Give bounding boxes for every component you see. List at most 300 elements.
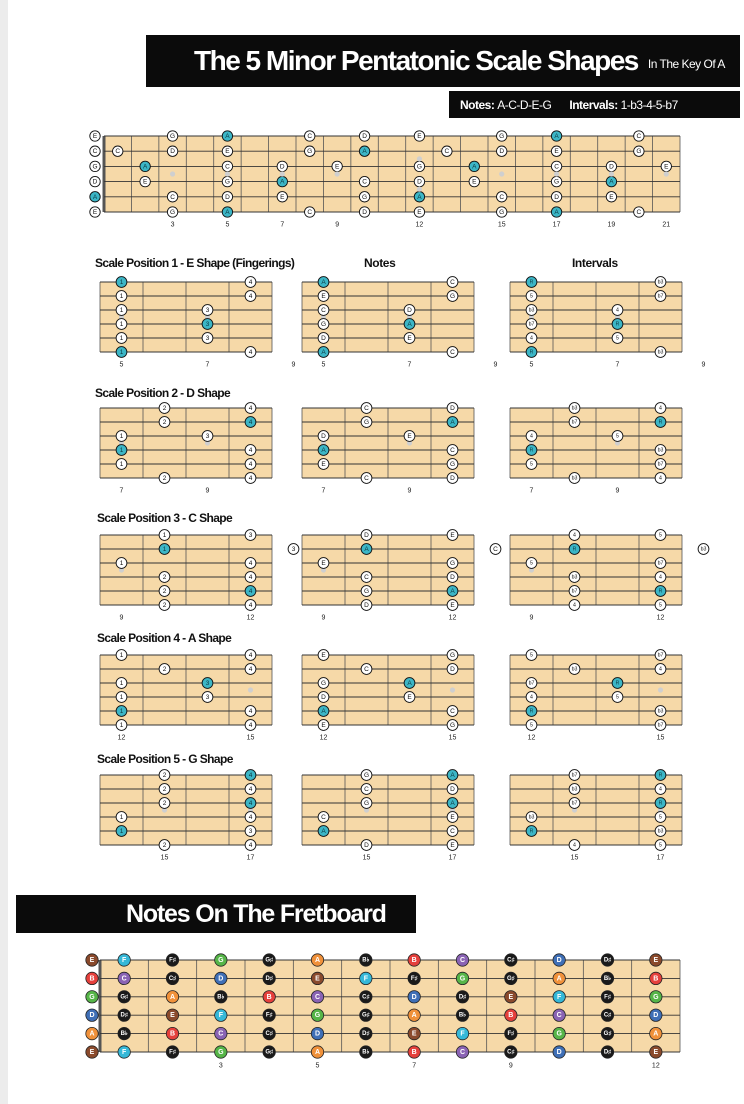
neck-note-label: A [225, 133, 230, 140]
position-fret-number: 17 [656, 854, 665, 862]
scale-notes-dot-label: C [364, 666, 369, 673]
fretboard-note-label: A [314, 1049, 321, 1056]
fretboard-note-label: G♯ [265, 957, 274, 964]
scale-notes-dot-label: E [450, 602, 455, 609]
fretboard-note-label: G♯ [603, 1031, 612, 1038]
scale-fingerings-dot-label: 3 [205, 680, 210, 687]
scale-intervals-dot-label: R [529, 349, 534, 356]
scale-notes-dot-label: G [449, 293, 456, 300]
scale-fingerings-dot-label: 3 [248, 532, 253, 539]
scale-notes-dot-label: A [321, 447, 326, 454]
fret-inlay [450, 687, 455, 692]
scale-intervals-dot-label: R [529, 708, 534, 715]
scale-fingerings-dot-label: 2 [162, 666, 167, 673]
scale-notes-dot-label: A [321, 279, 326, 286]
scale-intervals-dot-label: b7 [571, 588, 578, 595]
scale-intervals-dot-label: 5 [616, 694, 619, 701]
neck-note-label: E [609, 193, 614, 201]
fretboard-note-label: C [459, 957, 466, 964]
scale-fingerings-dot-label: 4 [248, 800, 253, 807]
fretboard-note-label: C♯ [265, 1031, 273, 1038]
scale-intervals-dot-label: 4 [573, 532, 576, 539]
neck-note-label: G [416, 163, 422, 171]
scale-intervals-dot-label: b3 [528, 814, 535, 821]
column-title-notes: Notes [364, 256, 396, 270]
position-fret-number: 7 [321, 487, 326, 495]
scale-intervals-dot-label: 5 [659, 842, 662, 849]
open-string-label: E [89, 1049, 95, 1056]
fretboard-fret-number: 12 [651, 1062, 660, 1070]
fretboard-note-label: B [653, 975, 659, 983]
scale-notes-dot-label: C [450, 349, 455, 356]
scale-notes-dot-label: C [450, 828, 455, 835]
neck-note-label: A [225, 209, 230, 216]
fretboard-note-label: A [411, 1012, 417, 1020]
scale-notes-dot-label: D [450, 574, 455, 581]
fretboard-note-label: E [411, 1030, 417, 1038]
scale-notes-dot-label: C [450, 708, 455, 715]
scale-notes-dot-label: A [407, 321, 412, 328]
fretboard-note-label: B♭ [362, 957, 370, 964]
fretboard-note-label: G [218, 1049, 224, 1056]
neck-note-label: C [636, 133, 642, 140]
open-string-note-label: C [92, 148, 98, 156]
neck-note-label: E [554, 148, 559, 156]
scale-notes-dot-label: D [450, 786, 455, 793]
open-string-note-label: G [92, 163, 98, 171]
scale-fingerings-dot-label: 2 [162, 602, 167, 609]
scale-intervals-dot-label: 4 [659, 786, 662, 793]
scale-notes-dot-label: D [321, 433, 326, 440]
open-string-note-label: E [92, 209, 98, 216]
fretboard-note-label: F [122, 957, 127, 964]
neck-note-label: A [142, 163, 148, 171]
fretboard-note-label: F♯ [169, 1049, 176, 1056]
fret-marker-number: 3 [170, 221, 175, 229]
scale-fingerings-dot-label: 4 [248, 652, 253, 659]
open-string-note-label: E [92, 133, 98, 140]
scale-intervals-dot-label: b3 [657, 279, 664, 286]
intervals-value: 1-b3-4-5-b7 [620, 97, 678, 112]
scale-intervals-dot-label: 5 [530, 293, 533, 300]
neck-note-label: G [170, 209, 176, 216]
scale-fingerings-dot-label: 2 [162, 772, 167, 779]
scale-notes-dot-label: E [407, 694, 412, 701]
position-fret-number: 9 [205, 487, 210, 495]
position-fret-number: 12 [448, 614, 457, 622]
neck-note-label: D [362, 209, 367, 216]
neck-note-label: D [225, 193, 230, 201]
position-fret-number: 9 [493, 361, 498, 369]
scale-notes-dot-label: E [321, 560, 326, 567]
scale-fingerings-dot-label: 1 [119, 694, 124, 701]
scale-notes-dot-label: D [364, 842, 369, 849]
scale-fingerings-dot-label: 4 [248, 772, 253, 779]
position-fret-number: 15 [656, 734, 665, 742]
neck-note-label: A [280, 178, 285, 186]
scale-notes-dot-label: G [449, 560, 456, 567]
scale-intervals-dot-label: b7 [571, 772, 578, 779]
scale-fingerings-dot-label: 3 [205, 335, 210, 342]
position-fret-number: 5 [119, 361, 124, 369]
fretboard-note-label: C♯ [507, 957, 515, 964]
fretboard-note-label: G [218, 957, 224, 964]
scale-fingerings-dot-label: 1 [119, 722, 124, 729]
neck-note-label: E [472, 178, 477, 186]
fretboard-note-label: E [508, 993, 514, 1001]
scale-fingerings-dot-label: 1 [119, 335, 124, 342]
scale-fingerings-dot-label: 4 [248, 349, 253, 356]
scale-fingerings-dot-label: 4 [248, 708, 253, 715]
scale-fingerings-dot-label: 1 [162, 532, 167, 539]
position-fret-number: 17 [448, 854, 457, 862]
scale-intervals-dot-label: R [529, 279, 534, 286]
fret-inlay [664, 171, 669, 176]
fretboard-note-label: F♯ [410, 975, 418, 982]
scale-notes-dot-label: E [450, 842, 455, 849]
neck-note-label: C [307, 133, 313, 140]
scale-fingerings-dot-label: 1 [119, 447, 124, 454]
scale-intervals-dot-label: R [658, 419, 663, 426]
scale-intervals-dot-label: R [529, 828, 534, 835]
scale-fingerings-dot-label: 1 [119, 560, 124, 567]
fretboard-note-label: D [411, 993, 417, 1001]
scale-intervals-dot-label: R [658, 800, 663, 807]
fretboard-note-label: D♯ [120, 1012, 128, 1019]
scale-fingerings-dot-label: 4 [248, 447, 253, 454]
scale-fingerings-dot-label: 4 [248, 560, 253, 567]
scale-intervals-dot-label: b7 [571, 419, 578, 426]
scale-intervals-dot-label: b3 [571, 405, 578, 412]
scale-intervals-dot-label: b3 [571, 574, 578, 581]
scale-notes-dot-label: C [364, 475, 369, 482]
scale-intervals-dot-label: 4 [659, 574, 662, 581]
position-3-title: Scale Position 3 - C Shape [97, 511, 233, 525]
scale-intervals-dot-label: b7 [528, 680, 535, 687]
scale-fingerings-dot-label: 1 [119, 652, 124, 659]
scale-fingerings-dot-label: 1 [119, 814, 124, 821]
scale-notes-dot-label: D [450, 405, 455, 412]
scale-intervals-dot-label: 5 [659, 602, 662, 609]
fret-inlay [609, 171, 614, 176]
neck-note-label: G [554, 178, 560, 186]
fret-marker-number: 19 [607, 221, 616, 229]
fretboard [104, 136, 680, 212]
neck-note-label: C [115, 148, 121, 156]
position-fret-number: 12 [319, 734, 328, 742]
neck-note-label: E [417, 209, 422, 216]
neck-note-label: A [472, 163, 477, 171]
scale-intervals-dot-label: b3 [700, 546, 707, 553]
scale-intervals-dot-label: R [658, 772, 663, 779]
scale-notes-dot-label: E [450, 814, 455, 821]
scale-intervals-dot-label: R [658, 588, 663, 595]
fretboard-note-label: B [411, 957, 417, 964]
neck-note-label: E [225, 148, 230, 156]
neck-note-label: C [554, 163, 559, 171]
column-title-intervals: Intervals [572, 256, 618, 270]
fretboard-note-label: F [122, 1049, 127, 1056]
scale-fingerings-dot-label: 2 [162, 800, 167, 807]
neck-note-label: E [280, 193, 285, 201]
scale-notes-dot-label: G [363, 800, 370, 807]
scale-intervals-dot-label: b3 [657, 828, 664, 835]
position-1-title: Scale Position 1 - E Shape (Fingerings) [95, 256, 295, 270]
scale-fingerings-dot-label: 2 [162, 574, 167, 581]
position-4-title: Scale Position 4 - A Shape [97, 631, 232, 645]
fretboard-note-label: B♭ [217, 994, 225, 1001]
scale-fingerings-dot-label: 4 [248, 722, 253, 729]
scale-notes-dot-label: E [321, 293, 326, 300]
neck-note-label: G [224, 178, 230, 186]
neck-note-label: A [362, 148, 367, 156]
fretboard-note-label: E [170, 1012, 175, 1020]
scale-notes-dot-label: C [364, 786, 369, 793]
fret-marker-number: 21 [662, 221, 671, 229]
position-fret-number: 9 [615, 487, 620, 495]
scale-notes-dot-label: G [449, 722, 456, 729]
scale-fingerings-dot-label: 4 [248, 419, 253, 426]
scale-intervals-dot-label: b7 [657, 461, 664, 468]
fretboard-note-label: F [460, 1030, 465, 1038]
fretboard-note-label: F♯ [604, 994, 611, 1001]
scale-notes-dot-label: D [321, 335, 326, 342]
scale-fingerings-dot-label: 1 [119, 279, 124, 286]
scale-intervals-dot-label: b7 [571, 800, 578, 807]
fretboard-note-label: D♯ [458, 994, 467, 1001]
neck-note-label: A [609, 178, 614, 186]
fretboard-note-label: B♭ [603, 975, 612, 982]
fret-marker-number: 12 [415, 221, 424, 229]
fret-inlay [335, 171, 340, 176]
scale-fingerings-dot-label: 3 [205, 694, 210, 701]
scale-notes-dot-label: A [407, 680, 412, 687]
scale-notes-dot-label: G [449, 652, 456, 659]
scale-fingerings-dot-label: 3 [205, 321, 210, 328]
scale-notes-dot-label: E [407, 433, 412, 440]
scale-fingerings-dot-label: 4 [248, 814, 253, 821]
fretboard-fret-number: 5 [315, 1062, 320, 1070]
scale-notes-dot-label: D [321, 694, 326, 701]
fretboard-note-label: D♯ [603, 1049, 612, 1056]
position-fret-number: 12 [527, 734, 536, 742]
fretboard-note-label: D [556, 1049, 562, 1056]
fret-inlay [225, 171, 230, 176]
scale-intervals-dot-label: 4 [530, 694, 533, 701]
fretboard-note-label: G [556, 1030, 562, 1038]
position-fret-number: 9 [407, 487, 412, 495]
fretboard-note-label: G♯ [120, 994, 129, 1001]
fretboard-note-label: C♯ [603, 1012, 612, 1019]
fretboard-note-label: D [556, 957, 562, 964]
open-string-label: G [89, 993, 95, 1001]
open-string-note-label: D [92, 178, 98, 186]
scale-fingerings-dot-label: 4 [248, 279, 253, 286]
fretboard-note-label: F♯ [507, 1031, 515, 1038]
fretboard-note-label: B [266, 993, 272, 1001]
neck-note-label: G [307, 148, 313, 156]
fretboard-note-label: A [653, 1030, 659, 1038]
fretboard-note-label: B [411, 1049, 417, 1056]
scale-notes-dot-label: C [450, 447, 455, 454]
fret-inlay [658, 687, 663, 692]
fretboard-note-label: A [556, 975, 562, 983]
scale-intervals-dot-label: 4 [659, 405, 662, 412]
scale-fingerings-dot-label: 1 [119, 680, 124, 687]
neck-note-label: C [499, 193, 505, 201]
position-fret-number: 7 [205, 361, 210, 369]
open-string-label: D [89, 1012, 95, 1020]
fretboard-note-label: B [508, 1012, 514, 1020]
position-fret-number: 9 [529, 614, 534, 622]
scale-notes-dot-label: C [364, 405, 369, 412]
scale-intervals-dot-label: b3 [571, 475, 578, 482]
scale-fingerings-dot-label: 4 [248, 786, 253, 793]
neck-note-label: D [170, 148, 175, 156]
scale-intervals-dot-label: 5 [530, 560, 533, 567]
fretboard-note-label: C [121, 975, 127, 983]
scale-notes-dot-label: C [493, 546, 498, 553]
notes-on-fretboard-title: Notes On The Fretboard [126, 899, 386, 928]
position-fret-number: 9 [321, 614, 326, 622]
fretboard-note-label: C♯ [362, 994, 370, 1001]
open-string-label: A [89, 1030, 95, 1038]
fretboard-note-label: G [314, 1012, 321, 1020]
scale-notes-dot-label: A [450, 800, 455, 807]
scale-intervals-dot-label: b3 [657, 349, 664, 356]
notes-label: Notes: [460, 97, 495, 112]
scale-fingerings-dot-label: 3 [291, 546, 296, 553]
fret-inlay [170, 171, 175, 176]
fretboard-note-label: G [653, 993, 659, 1001]
scale-intervals-dot-label: 4 [530, 335, 533, 342]
neck-note-label: D [499, 148, 505, 156]
scale-notes-dot-label: G [363, 419, 370, 426]
scale-fingerings-dot-label: 3 [248, 828, 253, 835]
scale-notes-dot-label: A [321, 708, 326, 715]
position-fret-number: 9 [701, 361, 706, 369]
fretboard-fret-number: 7 [412, 1062, 417, 1070]
scale-fingerings-dot-label: 1 [119, 461, 124, 468]
open-string-label: E [89, 957, 95, 964]
position-fret-number: 7 [119, 487, 124, 495]
fretboard-note-label: B♭ [362, 1049, 370, 1056]
scale-fingerings-dot-label: 2 [162, 475, 167, 482]
neck-note-label: D [554, 193, 559, 201]
position-fret-number: 15 [362, 854, 371, 862]
position-fret-number: 17 [246, 854, 255, 862]
position-fret-number: 12 [246, 614, 255, 622]
fretboard-note-label: C [556, 1012, 562, 1020]
neck-note-label: C [444, 148, 450, 156]
fretboard-note-label: C♯ [507, 1049, 515, 1056]
neck-note-label: G [499, 209, 505, 216]
page-subtitle: In The Key Of A [647, 57, 725, 71]
scale-fingerings-dot-label: 1 [119, 708, 124, 715]
scale-fingerings-dot-label: 3 [205, 433, 210, 440]
neck-note-label: A [417, 193, 422, 201]
scale-intervals-dot-label: 5 [530, 722, 533, 729]
scale-intervals-dot-label: 4 [573, 602, 576, 609]
fretboard-note-label: B♭ [120, 1031, 128, 1038]
scale-intervals-dot-label: 5 [659, 532, 662, 539]
scale-intervals-dot-label: b3 [657, 447, 664, 454]
scale-fingerings-dot-label: 4 [248, 602, 253, 609]
fretboard-note-label: B [169, 1030, 176, 1038]
scale-intervals-dot-label: R [615, 680, 620, 687]
neck-note-label: C [170, 193, 175, 201]
scale-fingerings-dot-label: 4 [248, 666, 253, 673]
neck-note-label: D [609, 163, 614, 171]
neck-note-label: G [170, 133, 176, 140]
scale-notes-dot-label: C [321, 307, 326, 314]
fret-marker-number: 17 [552, 221, 561, 229]
scale-notes-dot-label: E [450, 532, 455, 539]
scale-notes-dot-label: C [450, 279, 455, 286]
open-string-note-label: A [92, 193, 98, 201]
fret-marker-number: 15 [497, 221, 506, 229]
neck-note-label: E [417, 133, 422, 140]
scale-notes-dot-label: A [450, 588, 455, 595]
scale-fingerings-dot-label: 1 [119, 321, 124, 328]
neck-note-label: G [499, 133, 505, 140]
neck-note-label: D [362, 133, 367, 140]
neck-note-label: D [279, 163, 285, 171]
scale-intervals-dot-label: 4 [659, 666, 662, 673]
fretboard-note-label: F [363, 975, 368, 983]
fretboard-note-label: G♯ [506, 975, 515, 982]
neck-note-label: D [417, 178, 422, 186]
scale-notes-dot-label: E [321, 722, 326, 729]
scale-intervals-dot-label: b7 [657, 722, 664, 729]
position-fret-number: 5 [321, 361, 326, 369]
scale-fingerings-dot-label: 4 [248, 588, 253, 595]
scale-fingerings-dot-label: 2 [162, 786, 167, 793]
fretboard-note-label: C♯ [168, 975, 177, 982]
scale-intervals-dot-label: R [529, 447, 534, 454]
scale-notes-dot-label: E [321, 652, 326, 659]
scale-notes-dot-label: D [450, 475, 455, 482]
fretboard-note-label: F♯ [265, 1012, 273, 1019]
scale-notes-dot-label: C [364, 574, 369, 581]
scale-fingerings-dot-label: 4 [248, 842, 253, 849]
position-fret-number: 15 [160, 854, 169, 862]
notes-value: A-C-D-E-G [497, 97, 552, 112]
neck-note-label: G [362, 193, 368, 201]
neck-note-label: C [362, 178, 367, 186]
scale-intervals-dot-label: 4 [573, 842, 576, 849]
scale-fingerings-dot-label: 4 [248, 293, 253, 300]
scale-intervals-dot-label: 4 [659, 475, 662, 482]
fretboard-note-label: G♯ [265, 1049, 274, 1056]
scale-fingerings-dot-label: 1 [119, 433, 124, 440]
scale-fingerings-dot-label: 4 [248, 475, 253, 482]
position-fret-number: 15 [570, 854, 579, 862]
neck-note-label: C [307, 209, 313, 216]
fret-marker-number: 5 [225, 221, 230, 229]
fretboard-note-label: C [218, 1030, 224, 1038]
fret-inlay [248, 687, 253, 692]
position-fret-number: 7 [407, 361, 412, 369]
scale-fingerings-dot-label: 2 [162, 842, 167, 849]
position-fret-number: 7 [529, 487, 534, 495]
fret-inlay [417, 187, 422, 192]
scale-intervals-dot-label: 5 [616, 335, 619, 342]
scale-notes-dot-label: A [321, 349, 326, 356]
scale-fingerings-dot-label: 4 [248, 574, 253, 581]
neck-note-label: E [334, 163, 340, 171]
fretboard-note-label: C [314, 993, 321, 1001]
